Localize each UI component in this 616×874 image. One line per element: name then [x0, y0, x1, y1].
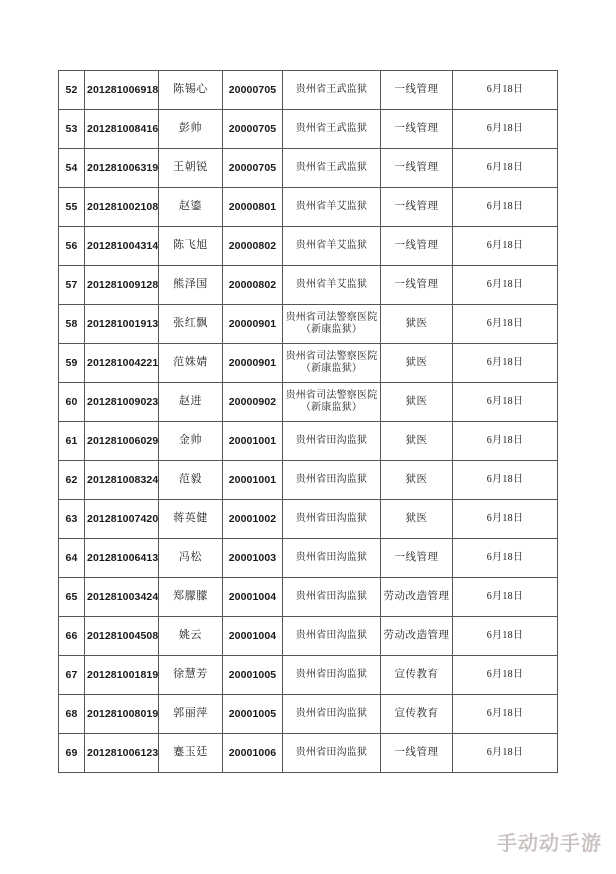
cell-post-type: 一线管理 [381, 734, 453, 773]
cell-unit-name: 贵州省田沟监狱 [283, 578, 381, 617]
cell-person-name: 徐慧芳 [159, 656, 223, 695]
cell-sequence: 56 [59, 227, 85, 266]
table-row [59, 656, 558, 695]
cell-position-code: 20001003 [223, 539, 283, 578]
cell-unit-name: 贵州省羊艾监狱 [283, 227, 381, 266]
cell-exam-date: 6月18日 [453, 422, 558, 461]
cell-person-name: 金帅 [159, 422, 223, 461]
cell-id-number: 201281006319 [85, 149, 159, 188]
cell-sequence: 64 [59, 539, 85, 578]
table-row [59, 461, 558, 500]
cell-unit-name: 贵州省田沟监狱 [283, 461, 381, 500]
cell-position-code: 20001004 [223, 578, 283, 617]
cell-unit-name: 贵州省田沟监狱 [283, 656, 381, 695]
cell-sequence: 53 [59, 110, 85, 149]
table-row [59, 188, 558, 227]
cell-post-type: 一线管理 [381, 110, 453, 149]
cell-id-number: 201281008019 [85, 695, 159, 734]
cell-position-code: 20000902 [223, 383, 283, 422]
cell-post-type: 一线管理 [381, 188, 453, 227]
cell-exam-date: 6月18日 [453, 149, 558, 188]
cell-exam-date: 6月18日 [453, 344, 558, 383]
cell-id-number: 201281003424 [85, 578, 159, 617]
cell-person-name: 陈飞旭 [159, 227, 223, 266]
table-row [59, 344, 558, 383]
watermark: 手动动手游 [497, 831, 602, 855]
cell-id-number: 201281001913 [85, 305, 159, 344]
cell-unit-name: 贵州省羊艾监狱 [283, 188, 381, 227]
cell-unit-name: 贵州省司法警察医院（新康监狱） [283, 383, 381, 422]
cell-post-type: 狱医 [381, 305, 453, 344]
cell-position-code: 20000705 [223, 110, 283, 149]
cell-person-name: 郭丽萍 [159, 695, 223, 734]
table-row [59, 500, 558, 539]
cell-unit-name: 贵州省王武监狱 [283, 71, 381, 110]
cell-id-number: 201281004221 [85, 344, 159, 383]
cell-sequence: 60 [59, 383, 85, 422]
cell-exam-date: 6月18日 [453, 578, 558, 617]
cell-id-number: 201281006029 [85, 422, 159, 461]
cell-position-code: 20000802 [223, 227, 283, 266]
cell-exam-date: 6月18日 [453, 383, 558, 422]
cell-exam-date: 6月18日 [453, 461, 558, 500]
cell-id-number: 201281006918 [85, 71, 159, 110]
cell-sequence: 55 [59, 188, 85, 227]
cell-post-type: 一线管理 [381, 266, 453, 305]
cell-exam-date: 6月18日 [453, 110, 558, 149]
cell-exam-date: 6月18日 [453, 500, 558, 539]
cell-person-name: 蹇玉廷 [159, 734, 223, 773]
cell-post-type: 劳动改造管理 [381, 578, 453, 617]
cell-position-code: 20001004 [223, 617, 283, 656]
cell-person-name: 赵鎏 [159, 188, 223, 227]
cell-person-name: 范姝婧 [159, 344, 223, 383]
cell-exam-date: 6月18日 [453, 305, 558, 344]
cell-person-name: 彭帅 [159, 110, 223, 149]
cell-id-number: 201281006123 [85, 734, 159, 773]
cell-unit-name: 贵州省王武监狱 [283, 149, 381, 188]
table-row [59, 227, 558, 266]
cell-post-type: 一线管理 [381, 539, 453, 578]
cell-person-name: 姚云 [159, 617, 223, 656]
cell-unit-name: 贵州省田沟监狱 [283, 422, 381, 461]
table-row [59, 305, 558, 344]
cell-position-code: 20001002 [223, 500, 283, 539]
cell-id-number: 201281008324 [85, 461, 159, 500]
cell-sequence: 61 [59, 422, 85, 461]
cell-sequence: 59 [59, 344, 85, 383]
cell-unit-name: 贵州省羊艾监狱 [283, 266, 381, 305]
cell-position-code: 20001005 [223, 656, 283, 695]
cell-sequence: 63 [59, 500, 85, 539]
cell-exam-date: 6月18日 [453, 734, 558, 773]
table-row [59, 149, 558, 188]
cell-person-name: 蒋英健 [159, 500, 223, 539]
cell-position-code: 20001006 [223, 734, 283, 773]
table-row [59, 383, 558, 422]
cell-person-name: 郑朦朦 [159, 578, 223, 617]
cell-sequence: 69 [59, 734, 85, 773]
cell-exam-date: 6月18日 [453, 266, 558, 305]
cell-unit-name: 贵州省田沟监狱 [283, 500, 381, 539]
cell-exam-date: 6月18日 [453, 188, 558, 227]
cell-post-type: 狱医 [381, 422, 453, 461]
cell-id-number: 201281004314 [85, 227, 159, 266]
cell-id-number: 201281009023 [85, 383, 159, 422]
cell-id-number: 201281002108 [85, 188, 159, 227]
cell-post-type: 宣传教育 [381, 656, 453, 695]
cell-position-code: 20000705 [223, 149, 283, 188]
cell-unit-name: 贵州省田沟监狱 [283, 539, 381, 578]
cell-sequence: 54 [59, 149, 85, 188]
cell-post-type: 宣传教育 [381, 695, 453, 734]
cell-position-code: 20000901 [223, 344, 283, 383]
cell-sequence: 68 [59, 695, 85, 734]
cell-id-number: 201281007420 [85, 500, 159, 539]
cell-exam-date: 6月18日 [453, 539, 558, 578]
cell-sequence: 67 [59, 656, 85, 695]
table-row [59, 266, 558, 305]
cell-post-type: 一线管理 [381, 227, 453, 266]
cell-exam-date: 6月18日 [453, 695, 558, 734]
cell-person-name: 冯松 [159, 539, 223, 578]
roster-table-body [59, 71, 558, 773]
cell-sequence: 57 [59, 266, 85, 305]
cell-exam-date: 6月18日 [453, 71, 558, 110]
cell-sequence: 62 [59, 461, 85, 500]
cell-id-number: 201281001819 [85, 656, 159, 695]
cell-post-type: 狱医 [381, 383, 453, 422]
table-row [59, 617, 558, 656]
table-row [59, 578, 558, 617]
cell-unit-name: 贵州省田沟监狱 [283, 695, 381, 734]
cell-position-code: 20001001 [223, 461, 283, 500]
cell-person-name: 陈锡心 [159, 71, 223, 110]
cell-unit-name: 贵州省田沟监狱 [283, 734, 381, 773]
cell-id-number: 201281009128 [85, 266, 159, 305]
cell-unit-name: 贵州省司法警察医院（新康监狱） [283, 344, 381, 383]
cell-unit-name: 贵州省司法警察医院（新康监狱） [283, 305, 381, 344]
cell-sequence: 66 [59, 617, 85, 656]
cell-sequence: 58 [59, 305, 85, 344]
cell-exam-date: 6月18日 [453, 656, 558, 695]
cell-sequence: 65 [59, 578, 85, 617]
cell-person-name: 王朝锐 [159, 149, 223, 188]
cell-position-code: 20001001 [223, 422, 283, 461]
cell-exam-date: 6月18日 [453, 227, 558, 266]
cell-person-name: 赵进 [159, 383, 223, 422]
table-row [59, 539, 558, 578]
table-row [59, 734, 558, 773]
table-row [59, 422, 558, 461]
cell-exam-date: 6月18日 [453, 617, 558, 656]
cell-id-number: 201281004508 [85, 617, 159, 656]
cell-person-name: 熊泽国 [159, 266, 223, 305]
roster-table [58, 70, 558, 773]
cell-post-type: 狱医 [381, 500, 453, 539]
cell-sequence: 52 [59, 71, 85, 110]
cell-person-name: 张红飘 [159, 305, 223, 344]
cell-position-code: 20001005 [223, 695, 283, 734]
cell-position-code: 20000705 [223, 71, 283, 110]
cell-position-code: 20000901 [223, 305, 283, 344]
cell-id-number: 201281006413 [85, 539, 159, 578]
cell-post-type: 狱医 [381, 461, 453, 500]
table-row [59, 695, 558, 734]
cell-id-number: 201281008416 [85, 110, 159, 149]
cell-post-type: 一线管理 [381, 149, 453, 188]
cell-person-name: 范毅 [159, 461, 223, 500]
cell-post-type: 狱医 [381, 344, 453, 383]
cell-post-type: 一线管理 [381, 71, 453, 110]
cell-unit-name: 贵州省王武监狱 [283, 110, 381, 149]
cell-position-code: 20000801 [223, 188, 283, 227]
cell-unit-name: 贵州省田沟监狱 [283, 617, 381, 656]
table-row [59, 110, 558, 149]
table-row [59, 71, 558, 110]
cell-post-type: 劳动改造管理 [381, 617, 453, 656]
cell-position-code: 20000802 [223, 266, 283, 305]
